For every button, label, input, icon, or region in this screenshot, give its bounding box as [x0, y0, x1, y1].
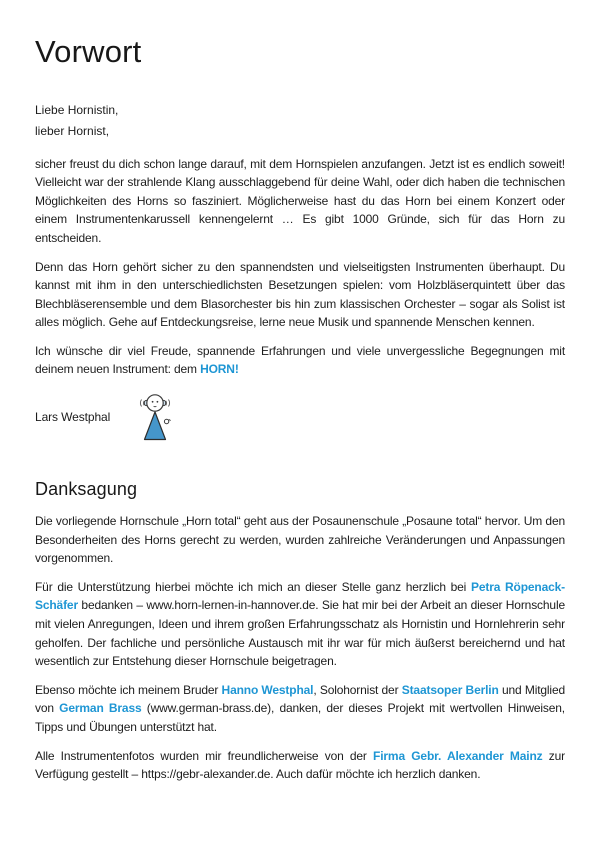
text-segment: und Mitglied von: [35, 682, 565, 716]
salutation-line: lieber Hornist,: [35, 123, 110, 138]
text-segment: , Solohornist der: [313, 682, 402, 697]
paragraph: [35, 155, 565, 248]
signature-row: [35, 391, 565, 443]
highlight-text: Petra Röpenack-Schäfer: [35, 579, 565, 613]
highlight-text: Hanno Westphal: [221, 682, 314, 697]
highlight-text: Staatsoper Berlin: [401, 682, 499, 697]
person-listening-icon: [134, 391, 176, 443]
highlight-text: Firma Gebr. Alexander Mainz: [373, 748, 543, 763]
paragraph: [35, 512, 565, 568]
paragraph: [35, 681, 565, 737]
text-segment: Die vorliegende Hornschule „Horn total“ geht aus der Posaunenschule „Posaune total“ hervor. Um den Besonderheiten des Horns gerecht zu werden, wurden zahlreiche Veränderungen und Anpassungen vorgenommen.: [35, 514, 565, 566]
text-segment: Ich wünsche dir viel Freude, spannende Erfahrungen und viele unvergessliche Begegnungen mit deinem neuen Instrument: dem: [35, 343, 565, 377]
salutation-line: Liebe Hornistin,: [35, 102, 119, 117]
salutation: [35, 100, 565, 142]
paragraph: [35, 747, 565, 784]
text-segment: Für die Unterstützung hierbei möchte ich mich an dieser Stelle ganz herzlich bei: [35, 579, 471, 594]
page-title: Vorwort: [35, 34, 142, 69]
text-segment: Ebenso möchte ich meinem Bruder: [35, 682, 222, 697]
paragraph: [35, 578, 565, 671]
text-segment: Alle Instrumentenfotos wurden mir freundlicherweise von der: [35, 748, 374, 763]
text-segment: sicher freust du dich schon lange darauf, mit dem Hornspielen anzufangen. Jetzt ist es endlich soweit! Vielleicht war der strahlende Klang ausschlaggebend für deine Wahl, oder dich haben die technischen Möglichkeiten des Horns so fasziniert. Möglicherweise hast du das Horn bei einem Konzert oder einem Instrumentenkarussell kennengelernt … Es gibt 1000 Gründe, sich für das Horn zu entscheiden.: [35, 156, 565, 245]
highlight-text: German Brass: [59, 701, 142, 716]
text-segment: bedanken – www.horn-lernen-in-hannover.de. Sie hat mir bei der Arbeit an dieser Hornschule mit vielen Anregungen, Ideen und ihrem großen Erfahrungsschatz als Hornistin und Hornlehrerin sehr geholfen. Der fachliche und persönliche Austausch mit ihr war für mich äußerst bereichernd und hat wesentlich zur Entstehung dieser Hornschule beigetragen.: [35, 598, 565, 669]
paragraph: [35, 342, 565, 379]
highlight-text: HORN!: [200, 362, 239, 377]
text-segment: (www.german-brass.de), danken, der dieses Projekt mit wertvollen Hinweisen, Tipps und Übungen unterstützt hat.: [35, 701, 565, 735]
section-title-danksagung: Danksagung: [35, 479, 138, 500]
text-segment: Denn das Horn gehört sicher zu den spannendsten und vielseitigsten Instrumenten überhaupt. Du kannst mit ihm in den unterschiedlichsten Besetzungen spielen: vom Holzbläserquintett über das Blechbläserensemble und dem Blasorchester bis hin zum klassischen Orchester – sogar als Solist ist alles möglich. Gehe auf Entdeckungsreise, lerne neue Musik und spannende Menschen kennen.: [35, 259, 565, 330]
paragraph: [35, 258, 565, 332]
signature-name: Lars Westphal: [35, 410, 111, 425]
text-segment: zur Verfügung gestellt – https://gebr-alexander.de. Auch dafür möchte ich herzlich danken.: [35, 748, 565, 782]
